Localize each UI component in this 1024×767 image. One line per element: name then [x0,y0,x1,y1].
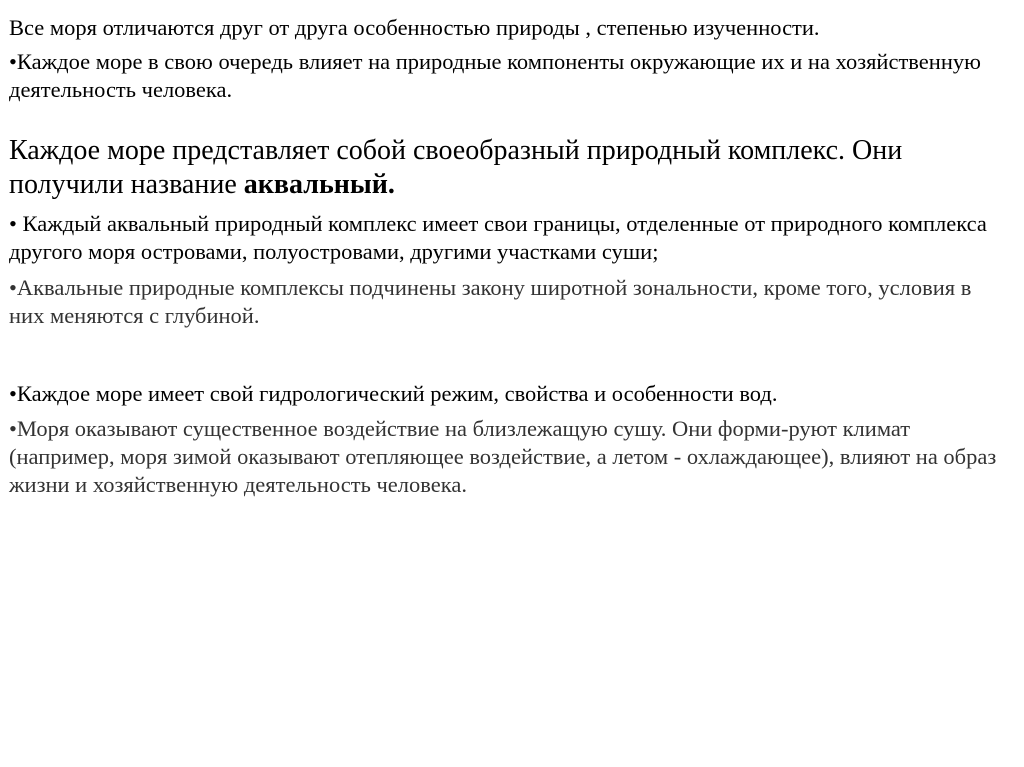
hydrology-paragraph: •Каждое море имеет свой гидрологический режим, свойства и особенности вод. [9,380,778,406]
boundaries-paragraph: • Каждый аквальный природный комплекс имеет свои границы, отделенные от природного комплекса другого моря островами, полуостровами, другими участками суши; [9,210,987,264]
aqual-complex-lead-text: Каждое море представляет собой своеобразный природный комплекс. Они получили название [9,134,903,200]
climate-impact-paragraph: •Моря оказывают существенное воздействие на близлежащую сушу. Они форми-руют климат (например, моря зимой оказывают отепляющее воздействие, а летом - охлаждающее), влияют на образ жизни и хозяйственную деятельность человека. [9,416,997,498]
influence-paragraph: •Каждое море в свою очередь влияет на природные компоненты окружающие их и на хозяйственную деятельность человека. [9,48,981,102]
aqual-term: аквальный. [243,168,395,200]
aqual-complex-lead [9,134,1008,202]
intro-paragraph: Все моря отличаются друг от друга особенностью природы , степенью изученности. [9,15,820,40]
zonality-paragraph: •Аквальные природные комплексы подчинены закону широтной зональности, кроме того, условия в них меняются с глубиной. [9,274,972,328]
